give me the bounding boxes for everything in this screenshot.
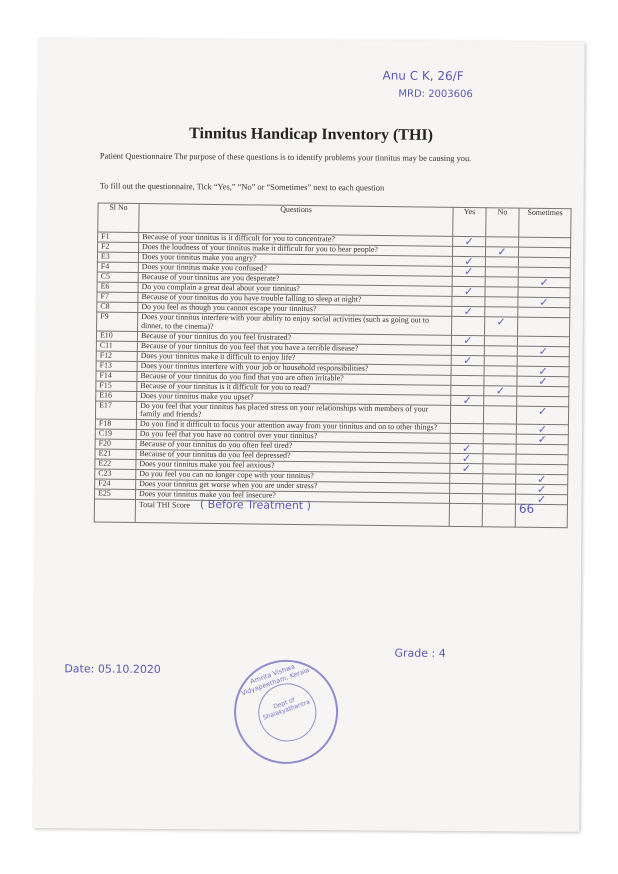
- row-sl-number: E21: [95, 449, 136, 460]
- tick-icon: [521, 336, 566, 337]
- mrd-number: MRD: 2003606: [398, 88, 473, 101]
- row-no-tick: [485, 277, 518, 287]
- total-yes: [449, 504, 482, 527]
- row-no-tick: [485, 247, 518, 257]
- row-sometimes-tick: [518, 247, 570, 258]
- tick-icon: ✓: [461, 452, 472, 466]
- row-no-tick: [485, 267, 518, 277]
- intro-text: Patient Questionnaire The purpose of these questions is to identify problems your tinnitus may be causing you.: [99, 151, 472, 164]
- page-title: Tinnitus Handicap Inventory (THI): [189, 125, 434, 144]
- row-question: Do you feel that your tinnitus has placed stress on your relationships with members of your family and friends?: [136, 401, 450, 423]
- tick-icon: ✓: [537, 473, 547, 487]
- total-score: 66: [518, 501, 535, 517]
- total-note: ( Before Treatment ): [199, 497, 312, 513]
- row-no-tick: [484, 335, 517, 345]
- row-no-tick: [484, 383, 517, 398]
- row-yes-tick: [453, 235, 486, 249]
- row-sometimes-tick: [518, 317, 570, 336]
- tick-icon: ✓: [536, 483, 547, 497]
- tick-icon: [519, 465, 564, 466]
- tick-icon: ✓: [537, 433, 547, 447]
- row-yes-tick: [451, 375, 484, 385]
- row-no-tick: [483, 434, 516, 444]
- row-question: Because of your tinnitus do you feel frustrated?: [137, 331, 451, 345]
- tick-icon: ✓: [538, 364, 548, 378]
- instruction-text: To fill out the questionnaire, Tick “Yes,” “No” or “Sometimes” next to each question: [99, 181, 385, 193]
- tick-icon: ✓: [463, 333, 473, 347]
- total-value: [515, 501, 567, 528]
- row-yes-tick: [450, 405, 483, 424]
- tick-icon: ✓: [462, 393, 472, 407]
- total-sl: [94, 499, 135, 522]
- row-yes-tick: [450, 464, 483, 474]
- row-sl-number: F24: [95, 479, 136, 490]
- row-sl-number: F13: [96, 361, 137, 372]
- tick-icon: [522, 268, 567, 269]
- row-sl-number: F18: [95, 419, 136, 430]
- row-question: Because of your tinnitus is it difficult for you to concentrate?: [139, 233, 453, 247]
- row-yes-tick: [451, 355, 484, 365]
- total-label-text: Total THI Score: [138, 500, 190, 510]
- row-question: Do you feel that you have no control over your tinnitus?: [136, 430, 450, 444]
- row-question: Because of your tinnitus do you have trouble falling to sleep at night?: [138, 293, 452, 307]
- row-sl-number: F2: [98, 242, 139, 253]
- row-sometimes-tick: [516, 434, 568, 445]
- row-question: Does your tinnitus get worse when you are under stress?: [136, 480, 450, 494]
- row-sl-number: F4: [97, 262, 138, 273]
- row-yes-tick: [452, 316, 485, 335]
- row-question: Does your tinnitus interfere with your ability to enjoy social activities (such as going out to dinner, to the cinema)?: [138, 313, 452, 335]
- row-question: Do you complain a great deal about your tinnitus?: [138, 283, 452, 297]
- row-no-tick: [483, 474, 516, 484]
- col-sl: Sl No: [98, 203, 139, 232]
- row-yes-tick: [451, 395, 484, 405]
- row-question: Does your tinnitus make you feel insecure?: [135, 490, 449, 504]
- row-sometimes-tick: [517, 376, 569, 387]
- patient-name: Anu C K, 26/F: [382, 68, 464, 84]
- paper-sheet: [33, 38, 585, 832]
- tick-icon: ✓: [464, 255, 474, 269]
- row-sl-number: F1: [98, 232, 139, 243]
- row-sometimes-tick: [518, 277, 570, 288]
- tick-icon: ✓: [495, 383, 506, 398]
- row-sl-number: C23: [95, 469, 136, 480]
- stamp-outer-text: Amrita Vishwa Vidyapeetham, Kerala: [240, 662, 311, 698]
- col-questions: Questions: [139, 204, 453, 237]
- tick-icon: ✓: [461, 442, 472, 456]
- row-yes-tick: [450, 424, 483, 434]
- row-question: Does your tinnitus make it difficult to enjoy life?: [137, 351, 451, 365]
- tick-icon: [521, 318, 566, 319]
- thi-table: [94, 203, 572, 529]
- row-sometimes-tick: [516, 406, 568, 425]
- row-question: Does your tinnitus make you confused?: [138, 263, 452, 277]
- tick-icon: [522, 258, 567, 259]
- row-no-tick: [483, 484, 516, 494]
- row-sometimes-tick: [517, 346, 569, 357]
- row-yes-tick: [451, 335, 484, 345]
- row-sl-number: C8: [97, 302, 138, 313]
- row-sl-number: F12: [96, 351, 137, 362]
- row-question: Does your tinnitus interfere with your job or household responsibilities?: [137, 361, 451, 375]
- date: Date: 05.10.2020: [64, 662, 161, 676]
- row-sl-number: C11: [96, 341, 137, 352]
- row-question: Because of your tinnitus are you desperate?: [138, 273, 452, 287]
- grade: Grade : 4: [394, 646, 446, 660]
- row-no-tick: [483, 424, 516, 434]
- row-no-tick: [483, 405, 516, 424]
- row-question: Because of your tinnitus do you find that you are often irritable?: [137, 371, 451, 385]
- row-sl-number: E17: [95, 401, 136, 420]
- row-sl-number: E3: [97, 252, 138, 263]
- row-no-tick: [483, 454, 516, 464]
- total-label: [135, 497, 449, 527]
- row-no-tick: [484, 365, 517, 375]
- row-yes-tick: [450, 474, 483, 484]
- row-question: Do you feel as though you cannot escape your tinnitus?: [138, 303, 452, 317]
- row-sl-number: F20: [95, 439, 136, 450]
- tick-icon: [522, 238, 567, 239]
- tick-icon: ✓: [496, 315, 506, 329]
- row-no-tick: [482, 494, 515, 504]
- row-question: Do you feel you can no longer cope with your tinnitus?: [136, 470, 450, 484]
- row-sometimes-tick: [519, 237, 571, 248]
- row-sl-number: C19: [95, 429, 136, 440]
- col-sometimes: Sometimes: [519, 208, 571, 238]
- tick-icon: ✓: [463, 353, 473, 367]
- row-sl-number: E22: [95, 459, 136, 470]
- tick-icon: ✓: [464, 265, 474, 279]
- stamp-inner-text: Dept of Shalakyathantra: [262, 696, 311, 722]
- tick-icon: ✓: [463, 304, 474, 319]
- department-stamp: [220, 645, 353, 778]
- row-sl-number: F7: [97, 292, 138, 303]
- row-sometimes-tick: [518, 297, 570, 308]
- row-no-tick: [485, 317, 518, 336]
- tick-icon: ✓: [538, 344, 549, 358]
- row-question: Do you find it difficult to focus your attention away from your tinnitus and on to other things?: [136, 420, 450, 434]
- tick-icon: [522, 248, 567, 249]
- col-no: No: [486, 208, 519, 237]
- row-question: Because of your tinnitus do you feel that you have a terrible disease?: [137, 341, 451, 355]
- total-row: [94, 499, 567, 528]
- row-sl-number: F9: [97, 312, 138, 331]
- row-yes-tick: [449, 494, 482, 504]
- tick-icon: ✓: [537, 423, 548, 437]
- row-sl-number: C5: [97, 272, 138, 283]
- row-no-tick: [483, 464, 516, 474]
- row-no-tick: [484, 345, 517, 355]
- row-no-tick: [484, 355, 517, 365]
- row-no-tick: [485, 297, 518, 307]
- row-sometimes-tick: [518, 257, 570, 268]
- tick-icon: [520, 455, 565, 456]
- tick-icon: [520, 396, 565, 397]
- tick-icon: ✓: [536, 493, 547, 507]
- row-sl-number: F14: [96, 371, 137, 382]
- row-question: Because of your tinnitus do you feel depressed?: [136, 450, 450, 464]
- tick-icon: ✓: [537, 404, 548, 418]
- row-question: Does the loudness of your tinnitus make it difficult for you to hear people?: [139, 243, 453, 257]
- tick-icon: ✓: [539, 295, 549, 310]
- row-question: Does your tinnitus make you angry?: [138, 253, 452, 267]
- col-yes: Yes: [453, 207, 486, 236]
- tick-icon: ✓: [538, 374, 548, 388]
- row-question: Does your tinnitus make you feel anxious?: [136, 460, 450, 474]
- row-sl-number: E16: [96, 391, 137, 402]
- row-yes-tick: [452, 304, 485, 319]
- row-sl-number: E6: [97, 282, 138, 293]
- row-no-tick: [483, 444, 516, 454]
- row-yes-tick: [450, 484, 483, 494]
- tick-icon: ✓: [464, 235, 474, 249]
- tick-icon: ✓: [463, 285, 474, 299]
- row-yes-tick: [452, 285, 485, 299]
- row-yes-tick: [452, 265, 485, 279]
- row-sl-number: E10: [96, 331, 137, 342]
- row-sl-number: F15: [96, 381, 137, 392]
- total-no: [482, 504, 515, 527]
- row-question: Does your tinnitus make you upset?: [137, 391, 451, 405]
- row-question: Because of your tinnitus do you often feel tired?: [136, 440, 450, 454]
- tick-icon: ✓: [539, 275, 549, 290]
- row-sometimes-tick: [516, 454, 568, 465]
- tick-icon: ✓: [461, 462, 472, 476]
- tick-icon: ✓: [497, 245, 507, 259]
- row-no-tick: [485, 287, 518, 297]
- row-sl-number: E25: [94, 489, 135, 500]
- row-question: Because of your tinnitus is it difficult for you to read?: [137, 381, 451, 395]
